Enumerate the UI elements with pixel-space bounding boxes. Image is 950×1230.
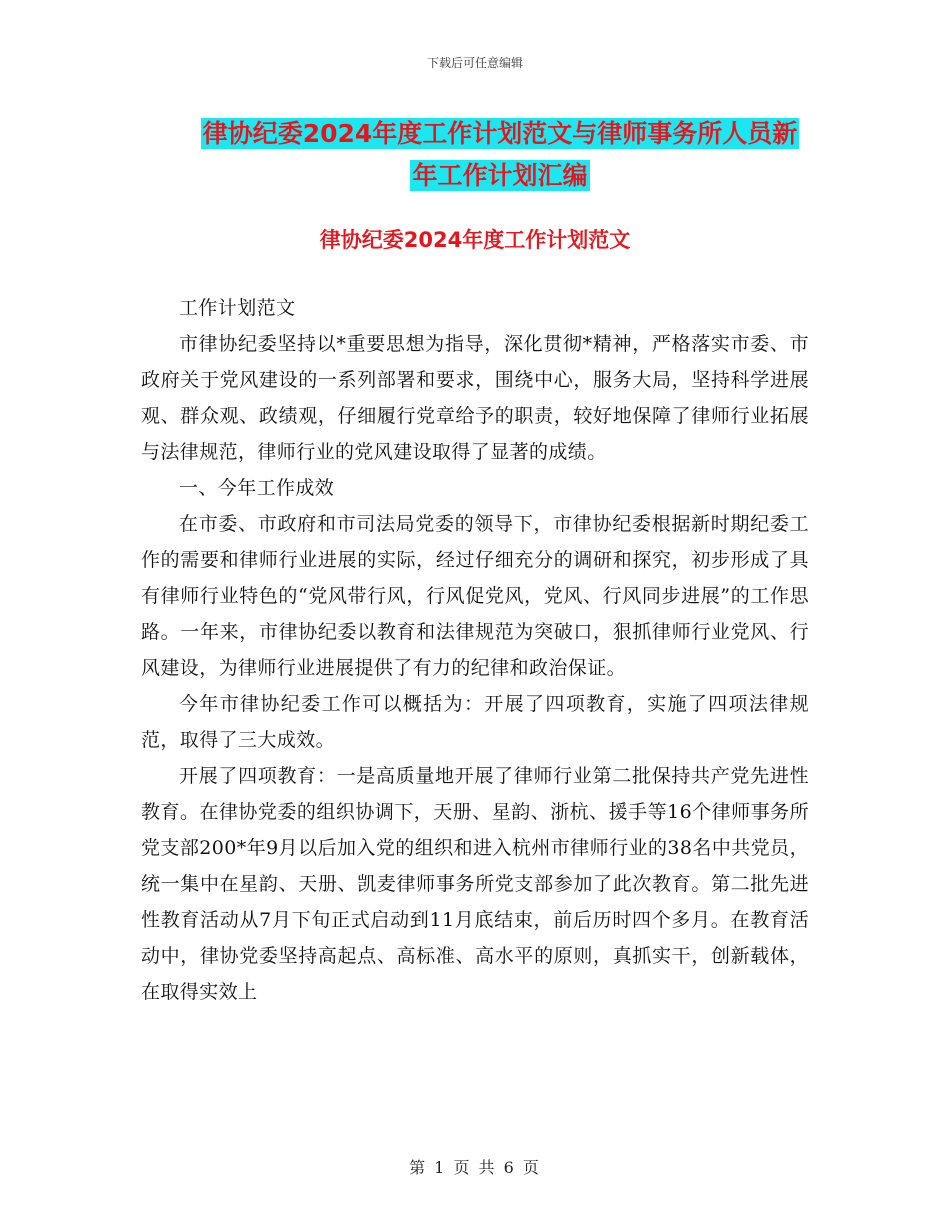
title-highlight-1: 律协纪委2024年度工作计划范文与律师事务所人员新: [202, 119, 798, 148]
paragraph: 一、今年工作成效: [179, 477, 335, 499]
document-title-line-2: [140, 156, 860, 192]
paragraph: 今年市律协纪委工作可以概括为：开展了四项教育，实施了四项法律规范，取得了三大成效。: [141, 693, 809, 751]
paragraph: 工作计划范文: [179, 297, 296, 319]
document-body: [141, 290, 809, 1010]
page-footer: 第 1 页 共 6 页: [409, 1158, 541, 1177]
title-highlight-2: 年工作计划汇编: [412, 161, 588, 190]
header-note: 下载后可任意编辑: [426, 56, 523, 70]
paragraph: 在市委、市政府和市司法局党委的领导下，市律协纪委根据新时期纪委工作的需要和律师行业进展的实际，经过仔细充分的调研和探究，初步形成了具有律师行业特色的“党风带行风，行风促党风，党风、行风同步进展”的工作思路。一年来，市律协纪委以教育和法律规范为突破口，狠抓律师行业党风、行风建设，为律师行业进展提供了有力的纪律和政治保证。: [141, 513, 809, 679]
section-title: 律协纪委2024年度工作计划范文: [319, 228, 631, 252]
document-title-line-1: [140, 114, 860, 150]
paragraph: 开展了四项教育：一是高质量地开展了律师行业第二批保持共产党先进性教育。在律协党委的组织协调下，天册、星韵、浙杭、援手等16个律师事务所党支部200*年9月以后加入党的组织和进入杭州市律师行业的38名中共党员，统一集中在星韵、天册、凯麦律师事务所党支部参加了此次教育。第二批先进性教育活动从7月下旬正式启动到11月底结束，前后历时四个多月。在教育活动中，律协党委坚持高起点、高标准、高水平的原则，真抓实干，创新载体，在取得实效上: [141, 765, 809, 1003]
paragraph: 市律协纪委坚持以*重要思想为指导，深化贯彻*精神，严格落实市委、市政府关于党风建设的一系列部署和要求，围绕中心，服务大局，坚持科学进展观、群众观、政绩观，仔细履行党章给予的职责，较好地保障了律师行业拓展与法律规范，律师行业的党风建设取得了显著的成绩。: [141, 333, 809, 463]
